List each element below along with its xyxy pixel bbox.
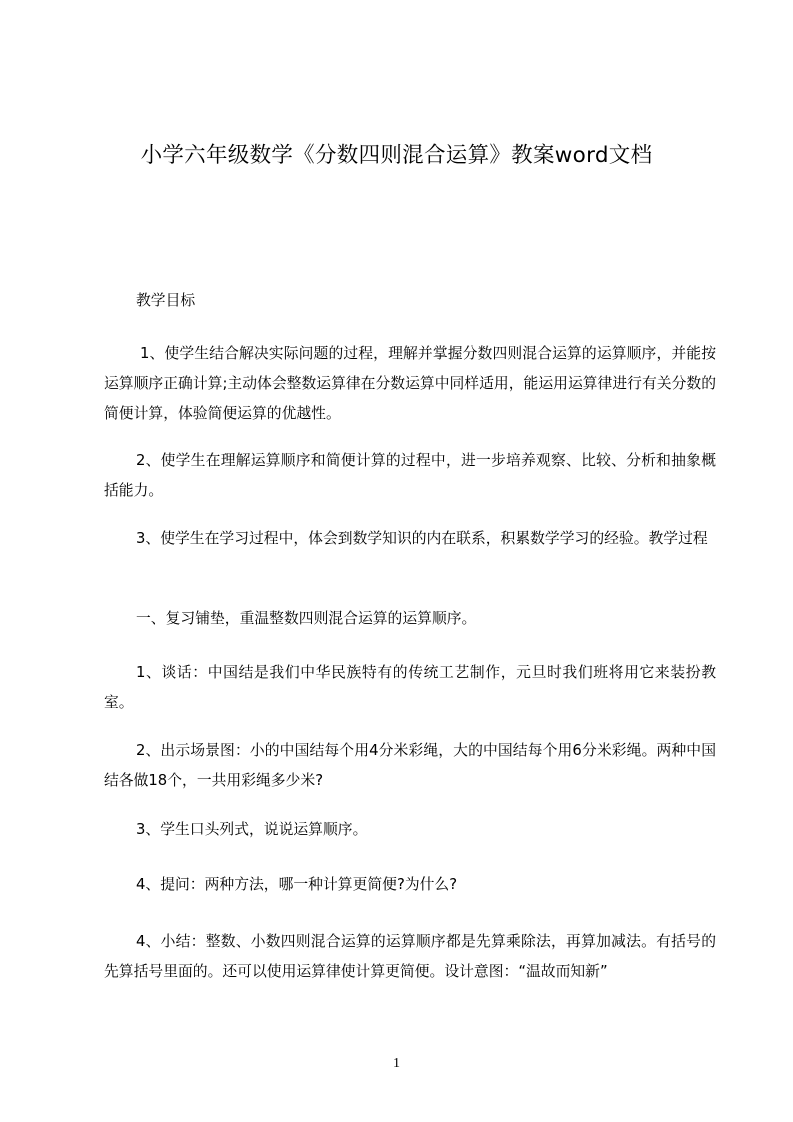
paragraph-step-4-question: 4、提问：两种方法，哪一种计算更简便?为什么?	[136, 876, 458, 893]
paragraph-goal-1: 1、使学生结合解决实际问题的过程，理解并掌握分数四则混合运算的运算顺序，并能按运算顺序正确计算;主动体会整数运算律在分数运算中同样适用，能运用运算律进行有关分数的简便计算，体验简便运算的优越性。	[104, 345, 716, 422]
paragraph-goal-3: 3、使学生在学习过程中，体会到数学知识的内在联系，积累数学学习的经验。教学过程	[136, 530, 708, 547]
section-heading-review: 一、复习铺垫，重温整数四则混合运算的运算顺序。	[136, 610, 477, 627]
paragraph-step-4-summary: 4、小结：整数、小数四则混合运算的运算顺序都是先算乘除法，再算加减法。有括号的先算括号里面的。还可以使用运算律使计算更简便。设计意图：“温故而知新”	[104, 933, 716, 980]
paragraph-goal-2: 2、使学生在理解运算顺序和简便计算的过程中，进一步培养观察、比较、分析和抽象概括能力。	[104, 452, 716, 499]
section-heading-teaching-goals: 教学目标	[136, 292, 196, 309]
paragraph-step-2: 2、出示场景图：小的中国结每个用4分米彩绳，大的中国结每个用6分米彩绳。两种中国结各做18个，一共用彩绳多少米?	[104, 742, 716, 789]
paragraph-step-1: 1、谈话：中国结是我们中华民族特有的传统工艺制作，元旦时我们班将用它来装扮教室。	[104, 664, 716, 711]
page-number: 1	[393, 1056, 400, 1071]
paragraph-step-3: 3、学生口头列式，说说运算顺序。	[136, 821, 368, 838]
document-title: 小学六年级数学《分数四则混合运算》教案word文档	[140, 143, 653, 168]
